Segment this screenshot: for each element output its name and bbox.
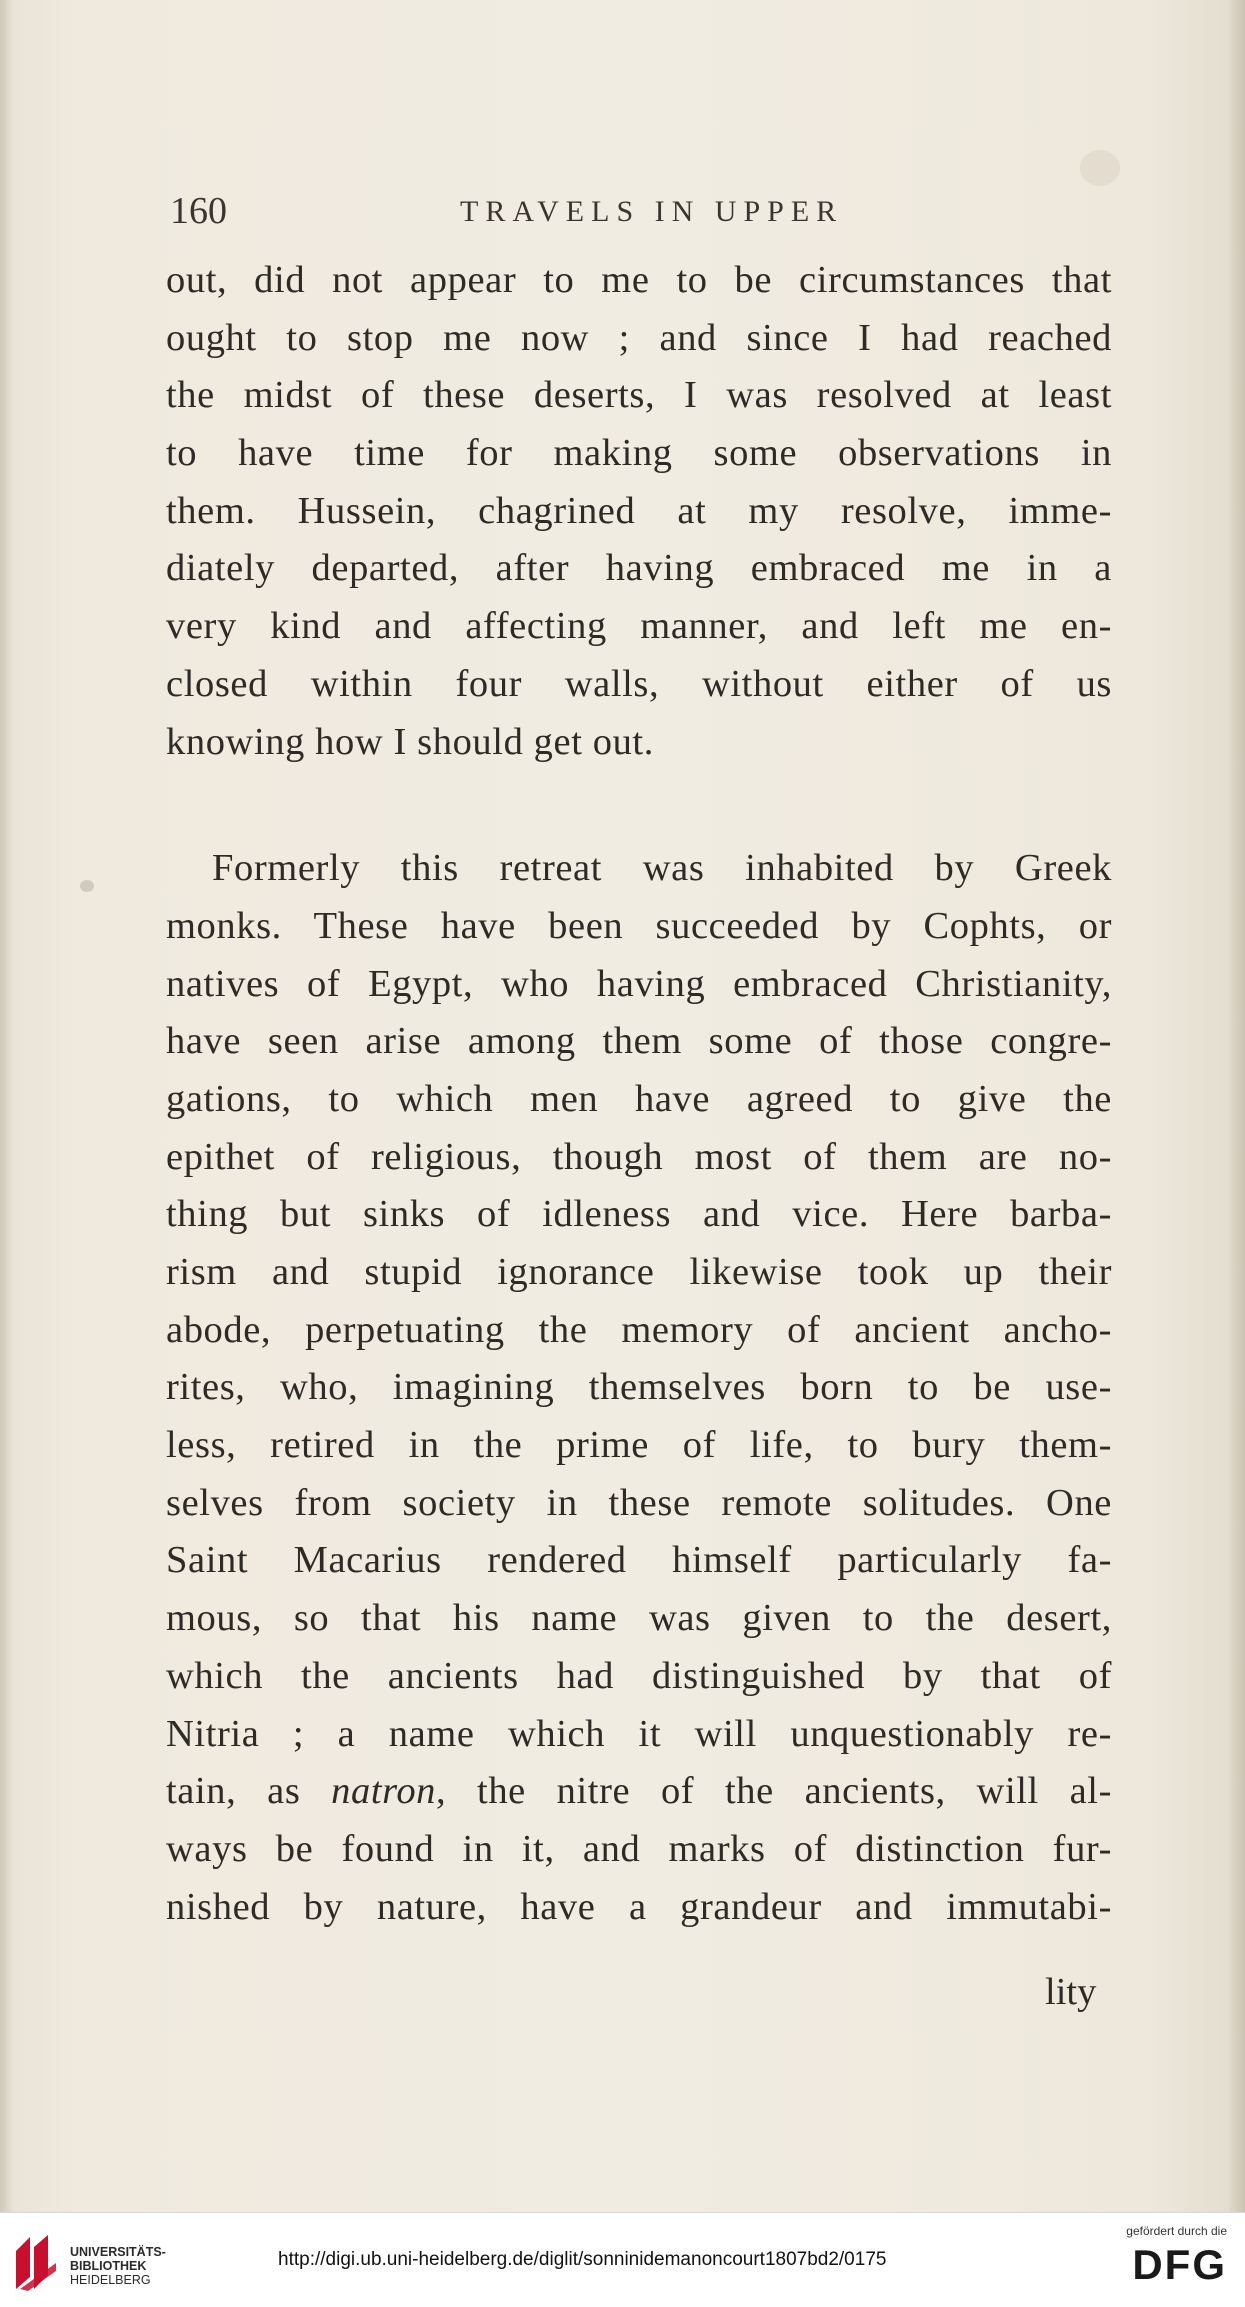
university-library-logo-icon [12,2233,62,2291]
text-line: natives of Egypt, who having embraced Christianity, [166,962,1112,1005]
text-line: out, did not appear to me to be circumstances that [166,259,1112,301]
text-line: rites, who, imagining themselves born to be use- [166,1366,1112,1409]
page-edge [1227,0,1245,2212]
text-line: nished by nature, have a grandeur and immutabi- [166,1885,1112,1928]
text-line: rism and stupid ignorance likewise took up their [166,1251,1112,1293]
catchword: lity [1045,1971,1097,2013]
running-head [170,186,1100,236]
italic-term: natron [331,1770,437,1813]
paper-stain [80,880,94,892]
text-line: abode, perpetuating the memory of ancient ancho- [166,1308,1112,1351]
paper-stain [1080,150,1120,186]
permalink-url[interactable]: http://digi.ub.uni-heidelberg.de/diglit/sonninidemanoncourt1807bd2/0175 [278,2249,887,2270]
text-line: monks. These have been succeeded by Cophts, or [166,904,1112,947]
text-line: Saint Macarius rendered himself particularly fa- [166,1539,1112,1582]
text-line: tain, as natron, the nitre of the ancients, will al- [166,1770,1113,1813]
text-line: which the ancients had distinguished by that of [166,1654,1112,1697]
text-line: ways be found in it, and marks of distinction fur- [166,1827,1112,1870]
text-line: less, retired in the prime of life, to bury them- [166,1424,1112,1467]
text-line: have seen arise among them some of those congre- [166,1020,1112,1063]
text-line: diately departed, after having embraced me in a [166,547,1112,590]
text-line: the midst of these deserts, I was resolved at least [166,374,1112,417]
paragraph-1 [166,252,1112,771]
text-line: thing but sinks of idleness and vice. Here barba- [166,1193,1112,1236]
text-line: them. Hussein, chagrined at my resolve, imme- [166,489,1112,532]
text-line: closed within four walls, without either of us [166,662,1112,705]
text-line: epithet of religious, though most of them are no- [166,1135,1112,1178]
running-title: TRAVELS IN UPPER [460,195,844,228]
text-line: gations, to which men have agreed to give the [166,1077,1112,1120]
text-line: mous, so that his name was given to the desert, [166,1597,1112,1640]
paragraph-2 [166,840,1112,1936]
library-name-line: HEIDELBERG [70,2273,151,2287]
digitization-footer [0,2212,1245,2307]
library-name-line: UNIVERSITÄTS- [70,2245,166,2259]
library-name-line: BIBLIOTHEK [70,2259,147,2273]
page-gutter-shadow [0,0,14,2212]
body-text [166,252,1112,1936]
paragraph-gap [166,771,1112,840]
text-line: Formerly this retreat was inhabited by Greek [212,847,1112,890]
funding-credit [1067,2223,1227,2303]
funding-caption: gefördert durch die [1126,2224,1227,2238]
library-name [70,2245,166,2287]
text-line: ought to stop me now ; and since I had reached [166,316,1112,359]
text-line: to have time for making some observations in [166,432,1112,475]
page-number: 160 [170,190,227,232]
text-line: knowing how I should get out. [166,720,654,763]
dfg-logo: DFG [1132,2241,1227,2288]
text-line: Nitria ; a name which it will unquestionably re- [166,1712,1112,1755]
text-line: very kind and affecting manner, and left me en- [166,605,1112,648]
text-line: selves from society in these remote solitudes. One [166,1481,1112,1524]
